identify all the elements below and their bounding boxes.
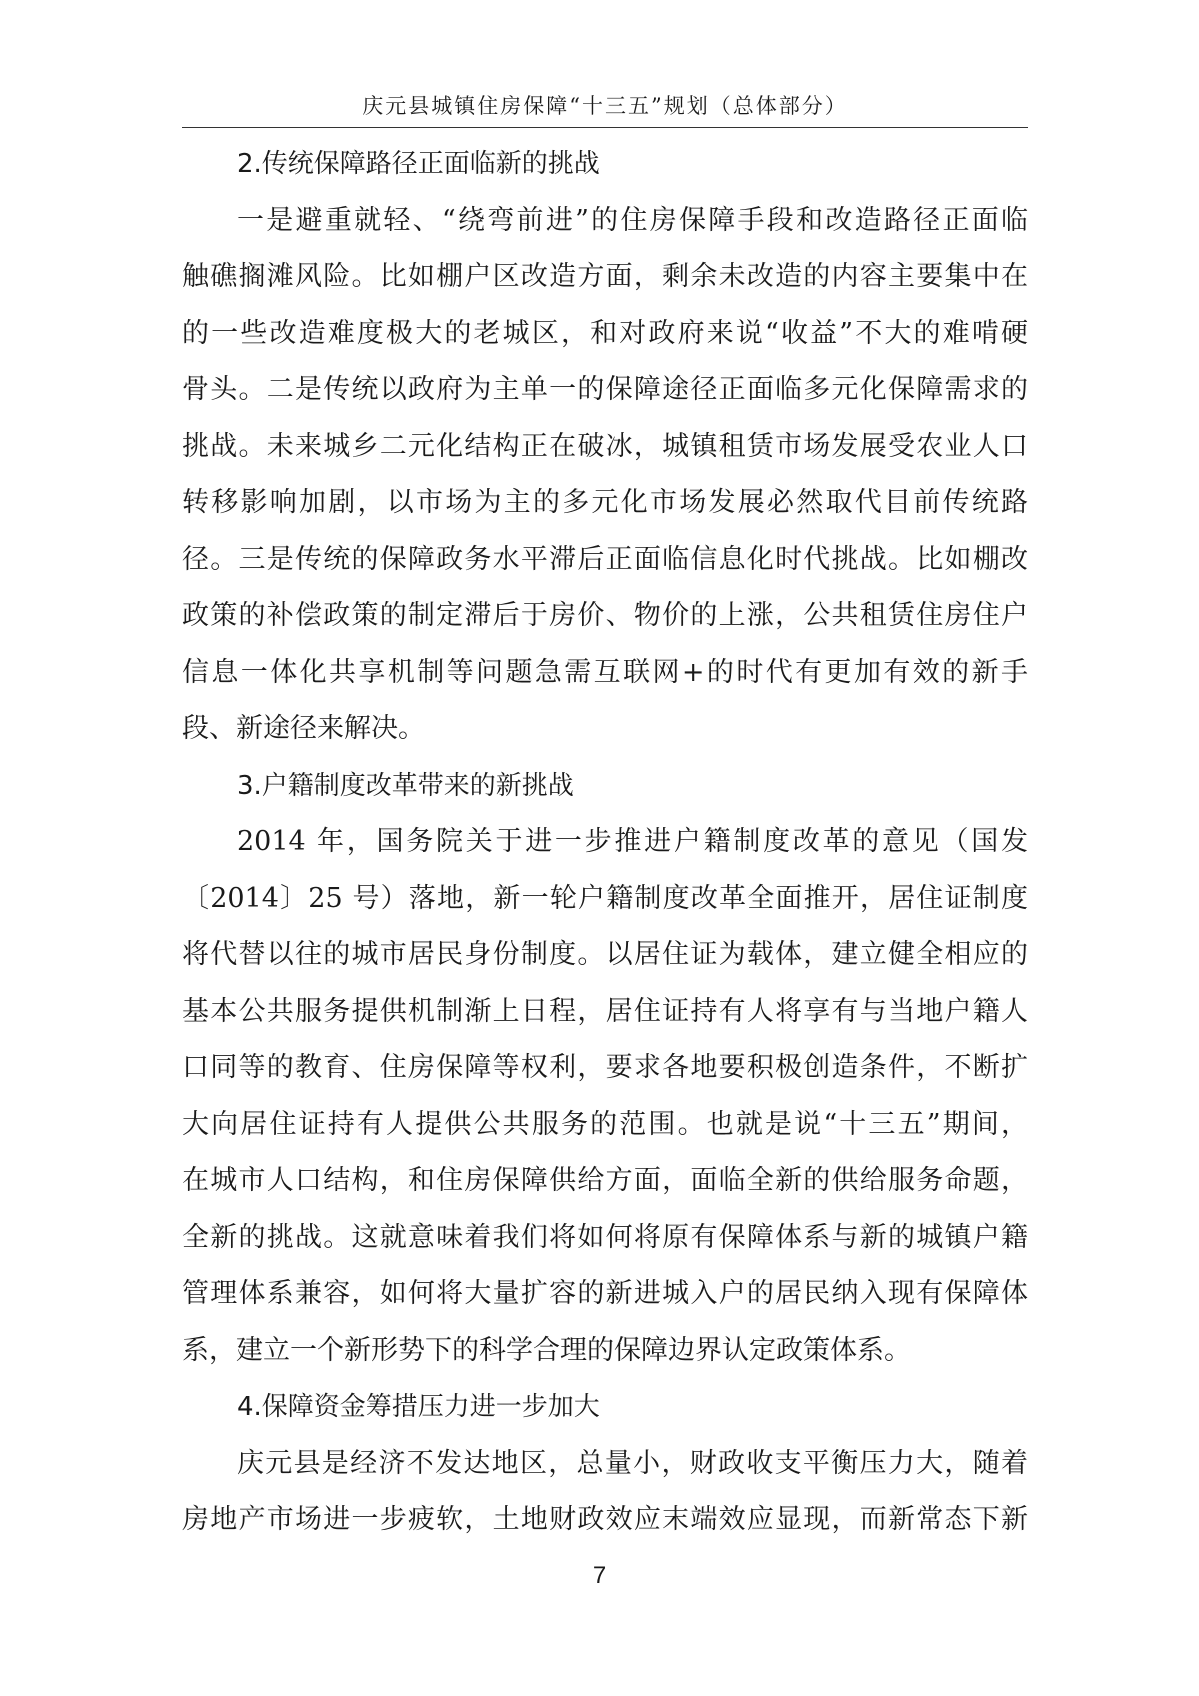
paragraph-line: 基本公共服务提供机制渐上日程，居住证持有人将享有与当地户籍人 <box>182 995 1028 1027</box>
page-header <box>182 68 1028 128</box>
paragraph-line: 触礁搁滩风险。比如棚户区改造方面，剩余未改造的内容主要集中在 <box>182 261 1028 292</box>
page-number: 7 <box>592 1562 607 1589</box>
paragraph-line: 口同等的教育、住房保障等权利，要求各地要积极创造条件，不断扩 <box>182 1052 1028 1083</box>
document-title: 庆元县城镇住房保障“十三五”规划（总体部分） <box>362 94 848 118</box>
section-heading: 3.户籍制度改革带来的新挑战 <box>237 770 574 801</box>
paragraph-line: 骨头。二是传统以政府为主单一的保障途径正面临多元化保障需求的 <box>182 374 1028 405</box>
paragraph-line: 段、新途径来解决。 <box>182 713 425 744</box>
paragraph-line: 大向居住证持有人提供公共服务的范围。也就是说“十三五”期间， <box>182 1108 1028 1140</box>
paragraph-line: 将代替以往的城市居民身份制度。以居住证为载体，建立健全相应的 <box>182 939 1028 970</box>
paragraph-line: 径。三是传统的保障政务水平滞后正面临信息化时代挑战。比如棚改 <box>182 543 1028 575</box>
section-heading: 4.保障资金筹措压力进一步加大 <box>237 1392 600 1422</box>
section-heading: 2.传统保障路径正面临新的挑战 <box>237 149 600 179</box>
paragraph-line: 转移影响加剧，以市场为主的多元化市场发展必然取代目前传统路 <box>182 487 1028 518</box>
paragraph-line: 的一些改造难度极大的老城区，和对政府来说“收益”不大的难啃硬 <box>182 317 1028 349</box>
paragraph-line: 在城市人口结构，和住房保障供给方面，面临全新的供给服务命题， <box>182 1165 1028 1196</box>
paragraph-line: 系，建立一个新形势下的科学合理的保障边界认定政策体系。 <box>182 1334 911 1366</box>
paragraph-line: 政策的补偿政策的制定滞后于房价、物价的上涨，公共租赁住房住户 <box>182 600 1028 631</box>
paragraph-line: 全新的挑战。这就意味着我们将如何将原有保障体系与新的城镇户籍 <box>182 1221 1028 1253</box>
document-body <box>182 136 1028 1549</box>
paragraph-line: 庆元县是经济不发达地区，总量小，财政收支平衡压力大，随着 <box>237 1447 1028 1479</box>
paragraph-line: 房地产市场进一步疲软，土地财政效应末端效应显现，而新常态下新 <box>182 1504 1028 1535</box>
paragraph-line: 挑战。未来城乡二元化结构正在破冰，城镇租赁市场发展受农业人口 <box>182 430 1028 462</box>
paragraph-line: 一是避重就轻、“绕弯前进”的住房保障手段和改造路径正面临 <box>237 204 1028 236</box>
paragraph-line: 2014 年，国务院关于进一步推进户籍制度改革的意见（国发 <box>237 826 1028 857</box>
paragraph-line: 管理体系兼容，如何将大量扩容的新进城入户的居民纳入现有保障体 <box>182 1278 1028 1309</box>
paragraph-line: 信息一体化共享机制等问题急需互联网+的时代有更加有效的新手 <box>182 656 1028 688</box>
paragraph-line: 〔2014〕25 号）落地，新一轮户籍制度改革全面推开，居住证制度 <box>182 882 1028 914</box>
